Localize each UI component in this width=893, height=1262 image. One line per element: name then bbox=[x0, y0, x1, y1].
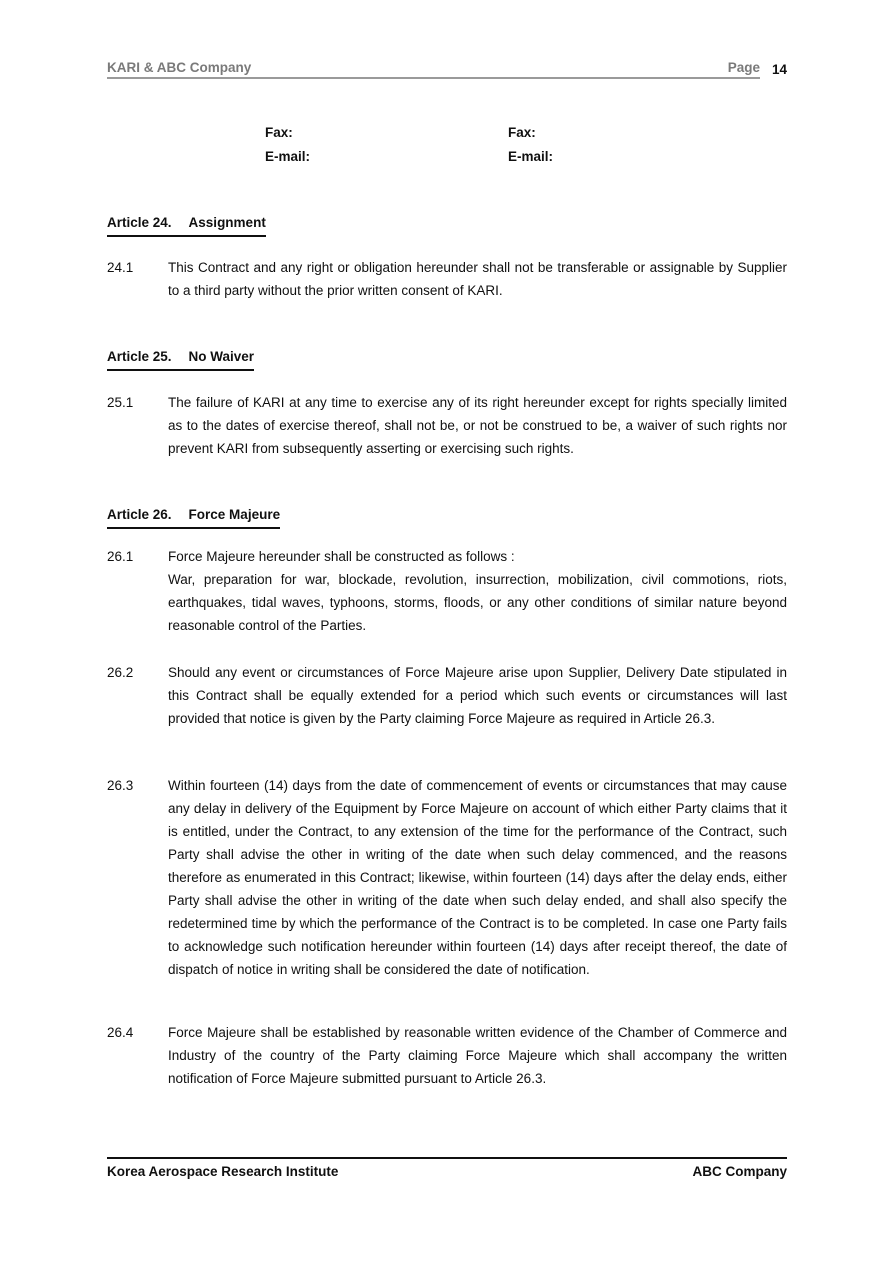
fax-label: Fax: bbox=[265, 125, 293, 140]
email-label: E-mail: bbox=[265, 149, 311, 164]
article-label: Article 26. bbox=[107, 507, 172, 522]
page-footer bbox=[107, 1157, 787, 1179]
article-26-heading bbox=[107, 503, 280, 529]
clause-26-3 bbox=[107, 774, 787, 981]
clause-number: 26.3 bbox=[107, 778, 134, 793]
clause-26-1 bbox=[107, 545, 787, 637]
page-label: Page bbox=[727, 60, 760, 75]
clause-text: War, preparation for war, blockade, revolution, insurrection, mobilization, civil commotions, riots, earthquakes, tidal waves, typhoons, storms, floods, or any other conditions of similar nature beyond reasonable control of the Parties. bbox=[168, 572, 787, 633]
contact-column-left bbox=[265, 121, 310, 169]
page-number: 14 bbox=[771, 62, 787, 77]
fax-label: Fax: bbox=[508, 125, 536, 140]
article-title: Assignment bbox=[188, 215, 266, 230]
clause-text: Within fourteen (14) days from the date of commencement of events or circumstances that may cause any delay in delivery of the Equipment by Force Majeure on account of which either Party claims that it is entitled, under the Contract, to any extension of the time for the performance of the Contract, such Party shall advise the other in writing of the date when such delay commenced, and the reasons therefore as enumerated in this Contract; likewise, within fourteen (14) days after the delay ends, either Party shall advise the other in writing of the date when such delay ended, and shall also specify the redetermined time by which the performance of the Contract is to be completed. In case one Party fails to acknowledge such notification hereunder within fourteen (14) days after receipt thereof, the date of dispatch of notice in writing shall be considered the date of notification. bbox=[168, 778, 787, 977]
footer-right: ABC Company bbox=[692, 1164, 787, 1179]
clause-text: Force Majeure shall be established by reasonable written evidence of the Chamber of Commerce and Industry of the country of the Party claiming Force Majeure which shall accompany the written notification of Force Majeure submitted pursuant to Article 26.3. bbox=[168, 1025, 787, 1086]
clause-26-2 bbox=[107, 661, 787, 730]
clause-number: 24.1 bbox=[107, 260, 134, 275]
clause-text: This Contract and any right or obligation hereunder shall not be transferable or assignable by Supplier to a third party without the prior written consent of KARI. bbox=[168, 260, 787, 298]
clause-number: 25.1 bbox=[107, 395, 134, 410]
clause-25-1 bbox=[107, 391, 787, 460]
clause-text: The failure of KARI at any time to exercise any of its right hereunder except for rights specially limited as to the dates of exercise thereof, shall not be, or not be construed to be, a waiver of such rights nor prevent KARI from subsequently asserting or exercising such rights. bbox=[168, 395, 787, 456]
clause-24-1 bbox=[107, 256, 787, 302]
article-25-heading bbox=[107, 345, 254, 371]
article-title: No Waiver bbox=[188, 349, 255, 364]
footer-left: Korea Aerospace Research Institute bbox=[107, 1164, 339, 1179]
article-label: Article 24. bbox=[107, 215, 172, 230]
article-label: Article 25. bbox=[107, 349, 172, 364]
clause-number: 26.2 bbox=[107, 665, 134, 680]
article-title: Force Majeure bbox=[188, 507, 281, 522]
clause-text: Should any event or circumstances of Force Majeure arise upon Supplier, Delivery Date stipulated in this Contract shall be equally extended for a period which such events or circumstances will last provided that notice is given by the Party claiming Force Majeure as required in Article 26.3. bbox=[168, 665, 787, 726]
clause-26-4 bbox=[107, 1021, 787, 1090]
clause-number: 26.1 bbox=[107, 549, 134, 564]
document-title: KARI & ABC Company bbox=[107, 60, 252, 75]
article-24-heading bbox=[107, 211, 266, 237]
contact-column-right bbox=[508, 121, 553, 169]
header-rule bbox=[107, 60, 760, 79]
clause-text: Force Majeure hereunder shall be constructed as follows : bbox=[168, 549, 515, 564]
clause-number: 26.4 bbox=[107, 1025, 134, 1040]
page-header bbox=[107, 60, 787, 79]
email-label: E-mail: bbox=[508, 149, 554, 164]
